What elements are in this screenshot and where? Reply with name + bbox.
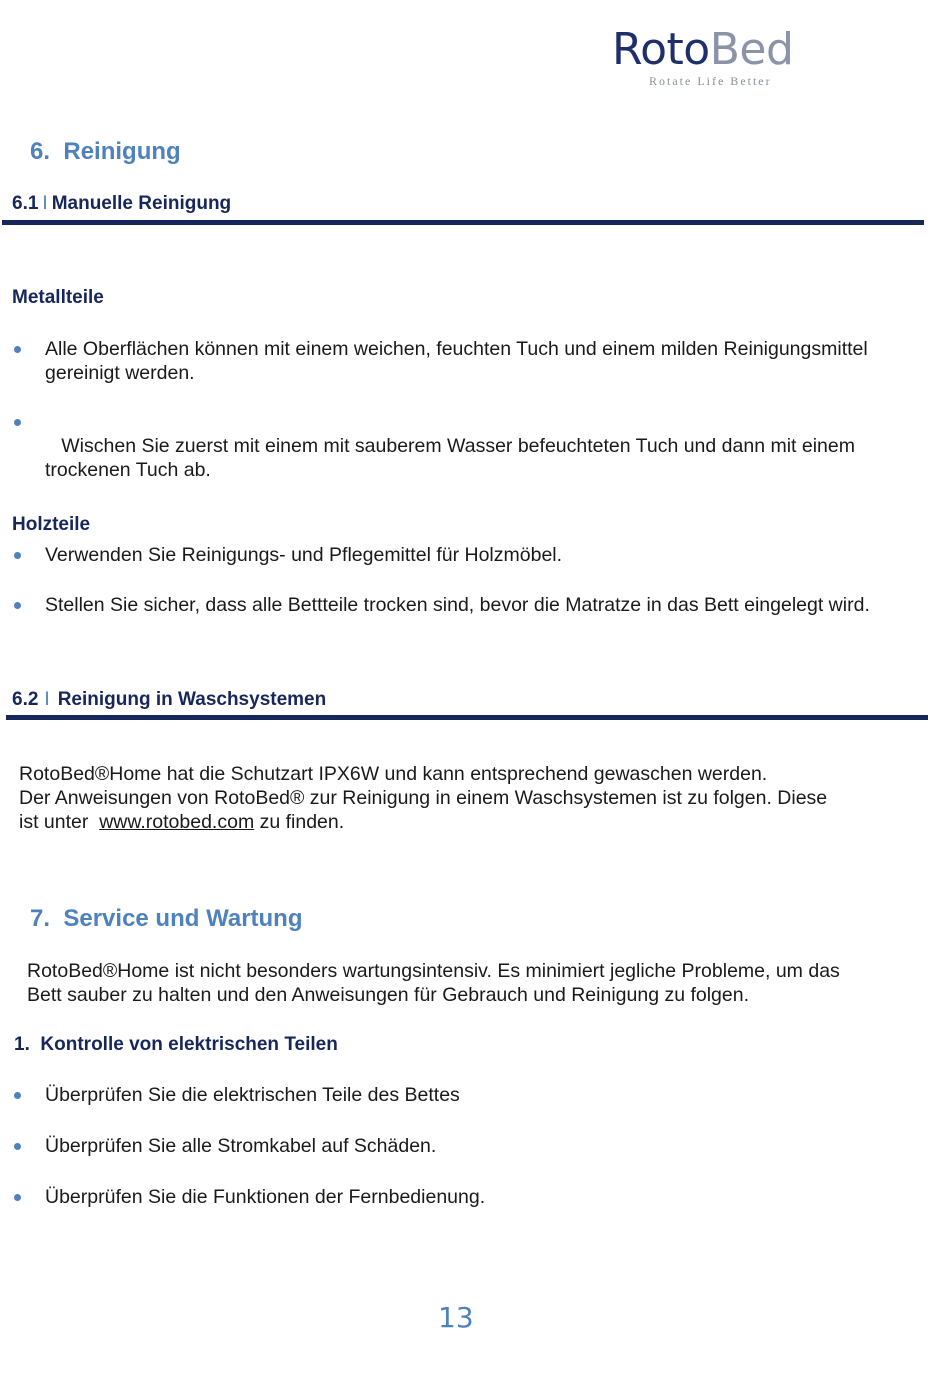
list-item-text: Überprüfen Sie die Funktionen der Fernbedienung. [45, 1186, 486, 1208]
rotobed-website-link[interactable]: www.rotobed.com [99, 811, 255, 833]
bullet-icon [14, 552, 21, 559]
list-item-text: Überprüfen Sie alle Stromkabel auf Schäden. [45, 1135, 437, 1157]
service-intro-line-2: Bett sauber zu halten und den Anweisungen für Gebrauch und Reinigung zu folgen. [27, 984, 750, 1006]
washing-line-3-post: zu finden. [254, 811, 345, 833]
subsection-6-2-heading [12, 689, 326, 711]
section-6-heading [30, 138, 181, 166]
list-item-text: Wischen Sie zuerst mit einem mit sauberem Wasser befeuchteten Tuch und dann mit einem trockenen Tuch ab. [45, 435, 861, 481]
section-7-title: Service und Wartung [63, 905, 303, 932]
rotobed-logo [612, 24, 822, 89]
electrical-check-heading [14, 1034, 338, 1056]
washing-paragraph [19, 762, 919, 834]
subsection-6-1-title: Manuelle Reinigung [51, 193, 232, 214]
list-item-text: Überprüfen Sie die elektrischen Teile des Bettes [45, 1084, 460, 1106]
list-item [45, 1134, 925, 1158]
bullet-icon [14, 419, 21, 426]
bullet-icon [14, 602, 21, 609]
subsection-6-2-number: 6.2 [12, 689, 39, 710]
bullet-icon [14, 1092, 21, 1099]
washing-line-2: Der Anweisungen von RotoBed® zur Reinigung in einem Waschsystemen ist zu folgen. Diese [19, 787, 828, 809]
section-7-heading [30, 905, 303, 933]
subsection-separator: I [42, 193, 48, 214]
electrical-check-title: Kontrolle von elektrischen Teilen [40, 1034, 338, 1055]
list-item [45, 1185, 925, 1209]
list-item-text: Verwenden Sie Reinigungs- und Pflegemittel für Holzmöbel. [45, 544, 563, 566]
section-divider-6-1 [2, 220, 924, 225]
section-6-number: 6. [30, 138, 51, 165]
list-item-text: Alle Oberflächen können mit einem weichen, feuchten Tuch und einem milden Reinigungsmittel gereinigt werden. [45, 338, 868, 384]
logo-tagline: Rotate Life Better [649, 74, 772, 88]
subsection-6-2-title: Reinigung in Waschsystemen [57, 689, 327, 710]
list-item [45, 337, 935, 385]
subsection-6-1-number: 6.1 [12, 193, 39, 214]
subsection-6-1-heading [12, 193, 231, 215]
section-7-number: 7. [30, 905, 51, 932]
electrical-check-number: 1. [14, 1034, 30, 1055]
logo-name-dark: Roto [612, 24, 710, 75]
list-item [45, 1083, 925, 1107]
list-item [45, 410, 915, 482]
washing-line-3-pre: ist unter [19, 811, 100, 833]
logo-wordmark [612, 24, 822, 76]
service-intro [27, 959, 927, 1007]
list-item-text: Stellen Sie sicher, dass alle Bettteile trocken sind, bevor die Matratze in das Bett eingelegt wird. [45, 594, 870, 616]
holzteile-heading: Holzteile [12, 514, 91, 535]
bullet-icon [14, 1194, 21, 1201]
section-divider-6-2 [6, 715, 928, 720]
washing-line-1: RotoBed®Home hat die Schutzart IPX6W und kann entsprechend gewaschen werden. [19, 763, 768, 785]
logo-name-light: Bed [709, 24, 794, 75]
list-item [45, 593, 945, 617]
list-item [45, 543, 935, 567]
washing-line-3 [19, 810, 919, 834]
section-6-title: Reinigung [63, 138, 181, 165]
service-intro-line-1: RotoBed®Home ist nicht besonders wartungsintensiv. Es minimiert jegliche Probleme, um das [27, 960, 840, 982]
bullet-icon [14, 346, 21, 353]
subsection-separator: I [44, 689, 50, 710]
metallteile-heading: Metallteile [12, 287, 104, 308]
page-number: 13 [438, 1301, 474, 1334]
bullet-icon [14, 1143, 21, 1150]
